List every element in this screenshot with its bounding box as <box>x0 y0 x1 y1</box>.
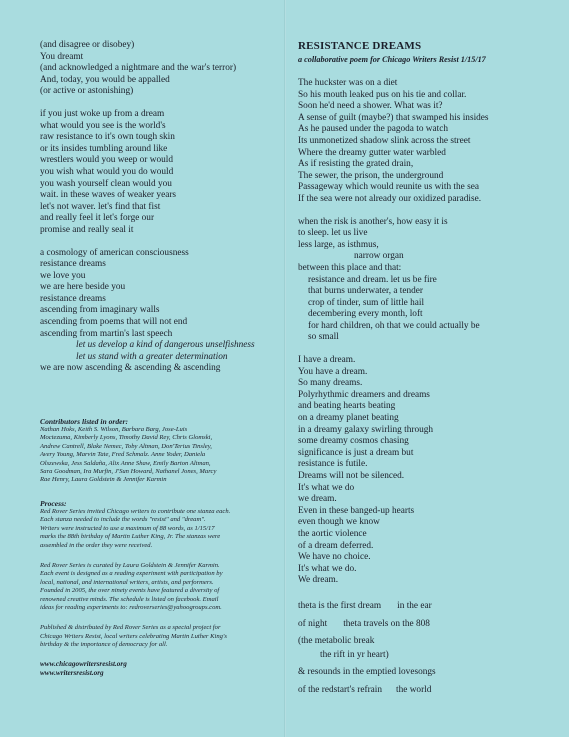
contributors-line: Rae Henry, Laura Goldstein & Jennifer Karmin <box>40 476 167 484</box>
process-line: Writers were instructed to use a maximum of 88 words, as 1/15/17 <box>40 524 215 532</box>
poem-subtitle: a collaborative poem for Chicago Writers Resist 1/15/17 <box>298 55 486 64</box>
theta-2a: of night <box>298 618 328 629</box>
contributors-line: Sara Goodman, Ira Murfin, J'Sun Howard, Nathanel Jones, Marcy <box>40 468 217 476</box>
curated-line: renowned creative minds. The schedule is listed on facebook. Email <box>40 595 219 603</box>
poem-line: decembering every month, loft <box>308 309 423 320</box>
left-stanza-3 <box>40 248 276 341</box>
poem-line: so small <box>308 332 339 343</box>
process-line: marks the 88th birthday of Martin Luther King, Jr. The stanzas were <box>40 533 221 541</box>
poem-line: wrestlers would you weep or would <box>40 155 173 166</box>
theta-line-1 <box>298 601 554 613</box>
poem-line: You have a dream. <box>298 366 368 377</box>
poem-line: even though we know <box>298 517 380 528</box>
poem-line: for hard children, oh that we could actually be <box>308 320 480 331</box>
process-heading: Process: <box>40 498 67 508</box>
curated-line: Red Rover Series is curated by Laura Goldstein & Jennifer Karmin. <box>40 561 220 569</box>
narrow-organ-line: narrow organ <box>354 251 404 262</box>
poem-line: And, today, you would be appalled <box>40 74 170 85</box>
poem-line: let's not waver. let's find that fist <box>40 201 161 212</box>
theta-6a: of the redstart's refrain <box>298 684 383 695</box>
poem-line: Soon he'd need a shower. What was it? <box>298 101 443 112</box>
poem-line-indented: let us stand with a greater determination <box>76 351 228 362</box>
curated-line: ideas for reading experiments to: redroverseries@yahoogroups.com. <box>40 603 222 611</box>
poem-line: (or active or astonishing) <box>40 86 134 97</box>
poem-line: what would you see is the world's <box>40 120 166 131</box>
theta-line-3 <box>298 636 554 648</box>
poem-line: on a dreamy planet beating <box>298 413 399 424</box>
poem-line: It's what we do. <box>298 563 357 574</box>
curated-text <box>40 562 276 612</box>
poem-line: raw resistance to it's own tough skin <box>40 132 175 143</box>
published-line: Published & distributed by Red Rover Series as a special project for <box>40 624 221 632</box>
website-link: www.chicagowritersresist.org <box>40 659 127 668</box>
published-line: Chicago Writers Resist, local writers celebrating Martin Luther King's <box>40 632 227 640</box>
poem-line: or its insides tumbling around like <box>40 143 168 154</box>
contributors-line: Andrew Cantrell, Blake Nemec, Toby Altman, Don'Terius Tinsley, <box>40 442 212 450</box>
contributors-list <box>40 426 276 485</box>
poem-line: As if resisting the grated drain, <box>298 159 414 170</box>
poem-line: resistance is futile. <box>298 459 368 470</box>
process-line: Each stanza needed to include the words "resist" and "dream". <box>40 516 206 524</box>
poem-line: that burns underwater, a tender <box>308 286 424 297</box>
left-stanza-3-last-line: we are now ascending & ascending & ascending <box>40 363 221 374</box>
poem-line: a cosmology of american consciousness <box>40 247 189 258</box>
theta-1b: in the ear <box>397 600 432 611</box>
poem-line: resistance dreams <box>40 293 106 304</box>
poem-line: Polyrhythmic dreamers and dreams <box>298 389 430 400</box>
poem-line: So many dreams. <box>298 378 363 389</box>
process-line: Red Rover Series invited Chicago writers to contribute one stanza each. <box>40 507 231 515</box>
left-stanza-2 <box>40 109 276 237</box>
poem-line: Where the dreamy gutter water warbled <box>298 147 446 158</box>
right-column <box>298 40 554 697</box>
right-stanza-2a <box>298 217 554 252</box>
poem-line: The sewer, the prison, the underground <box>298 170 444 181</box>
process-line: assembled in the order they were received. <box>40 541 153 549</box>
poem-line: wait. in these waves of weaker years <box>40 190 177 201</box>
theta-3: (the metabolic break <box>298 636 375 647</box>
poem-line: Its unmonetized shadow slink across the street <box>298 135 471 146</box>
poem-line: ascending from martin's last speech <box>40 328 173 339</box>
poem-line: to sleep. let us live <box>298 228 368 239</box>
poem-line: ascending from poems that will not end <box>40 317 188 328</box>
poem-line: significance is just a dream but <box>298 447 414 458</box>
left-stanza-3-indented <box>40 340 276 363</box>
poem-line: promise and really seal it <box>40 224 134 235</box>
theta-line-2 <box>298 619 554 631</box>
process-text <box>40 508 276 550</box>
poem-line: So his mouth leaked pus on his tie and collar. <box>298 89 467 100</box>
theta-line-5 <box>298 667 554 679</box>
poem-line: some dreamy cosmos chasing <box>298 436 409 447</box>
theta-5: & resounds in the emptied lovesongs <box>298 667 436 678</box>
contributors-line: Nathan Hoks, Keith S. Wilson, Barbara Barg, Jose-Luis <box>40 426 188 434</box>
poem-line: Dreams will not be silenced. <box>298 471 405 481</box>
poem-line: (and disagree or disobey) <box>40 40 135 50</box>
poem-line: Even in these banged-up hearts <box>298 505 415 516</box>
poem-title: RESISTANCE DREAMS <box>298 40 422 52</box>
poem-line: A sense of guilt (maybe?) that swamped his insides <box>298 112 489 123</box>
poem-line: the aortic violence <box>298 528 367 539</box>
poem-line: We have no choice. <box>298 552 371 563</box>
poem-line: resistance and dream. let us be fire <box>308 274 437 285</box>
poem-line: between this place and that: <box>298 262 402 273</box>
poem-line-indented: let us develop a kind of dangerous unselfishness <box>76 340 255 351</box>
poem-line: resistance dreams <box>40 259 106 270</box>
theta-line-6 <box>298 685 554 697</box>
curated-line: Founded in 2005, the over ninety events have featured a diversity of <box>40 587 220 595</box>
poem-line: (and acknowledged a nightmare and the war's terror) <box>40 63 237 74</box>
contributors-line: Avery Young, Marvin Tate, Fred Schmalz. Anne Yoder, Daniela <box>40 451 206 459</box>
poem-line: when the risk is another's, how easy it is <box>298 216 448 227</box>
theta-2b: theta travels on the 808 <box>343 618 430 629</box>
center-fold <box>284 0 286 737</box>
poem-line: if you just woke up from a dream <box>40 108 165 119</box>
poem-line: It's what we do <box>298 482 355 493</box>
right-stanza-1 <box>298 78 554 206</box>
curated-line: local, national, and international writers, artists, and performers. <box>40 578 214 586</box>
website-links <box>40 660 276 678</box>
right-stanza-3 <box>298 355 554 587</box>
website-link: www.writersresist.org <box>40 668 104 677</box>
poem-line: we love you <box>40 270 86 281</box>
poem-line: The huckster was on a diet <box>298 78 398 88</box>
poem-line: You dreamt <box>40 51 84 62</box>
poem-line: If the sea were not already our oxidized paradise. <box>298 193 482 204</box>
left-stanza-1 <box>40 40 276 98</box>
poem-line: you wish what would you do would <box>40 166 174 177</box>
left-column <box>40 40 276 678</box>
poem-line: As he paused under the pagoda to watch <box>298 124 448 135</box>
poem-line: We dream. <box>298 575 339 586</box>
right-stanza-2b <box>298 263 554 344</box>
theta-6b: the world <box>396 684 432 695</box>
theta-1a: theta is the first dream <box>298 600 382 611</box>
poem-line: crop of tinder, sum of little hail <box>308 297 425 308</box>
poem-line: I have a dream. <box>298 355 356 366</box>
poem-line: Passageway which would reunite us with the sea <box>298 182 479 193</box>
poem-line: you wash yourself clean would you <box>40 178 172 189</box>
poem-line: ascending from imaginary walls <box>40 305 160 316</box>
published-line: birthday & the importance of democracy for all. <box>40 641 168 649</box>
poem-line: we are here beside you <box>40 282 126 293</box>
poem-line: in a dreamy galaxy swirling through <box>298 424 434 435</box>
contributors-line: Olszewska, Jess Saldaña, Alix Anne Shaw, Emily Barton Altman, <box>40 459 211 467</box>
poem-line: and really feel it let's forge our <box>40 213 155 224</box>
curated-line: Each event is designed as a reading experiment with participation by <box>40 570 223 578</box>
poem-line: we dream. <box>298 494 337 505</box>
theta-4: the rift in yr heart) <box>320 649 389 660</box>
poem-line: less large, as isthmus, <box>298 239 379 250</box>
poem-line: of a dream deferred. <box>298 540 374 551</box>
contributors-heading: Contributors listed in order: <box>40 417 128 427</box>
theta-line-4 <box>298 650 554 662</box>
contributors-line: Moctezuma, Kimberly Lyons, Timothy David Rey, Chris Glomski, <box>40 434 213 442</box>
published-text <box>40 624 276 649</box>
poem-line: and beating hearts beating <box>298 401 396 412</box>
